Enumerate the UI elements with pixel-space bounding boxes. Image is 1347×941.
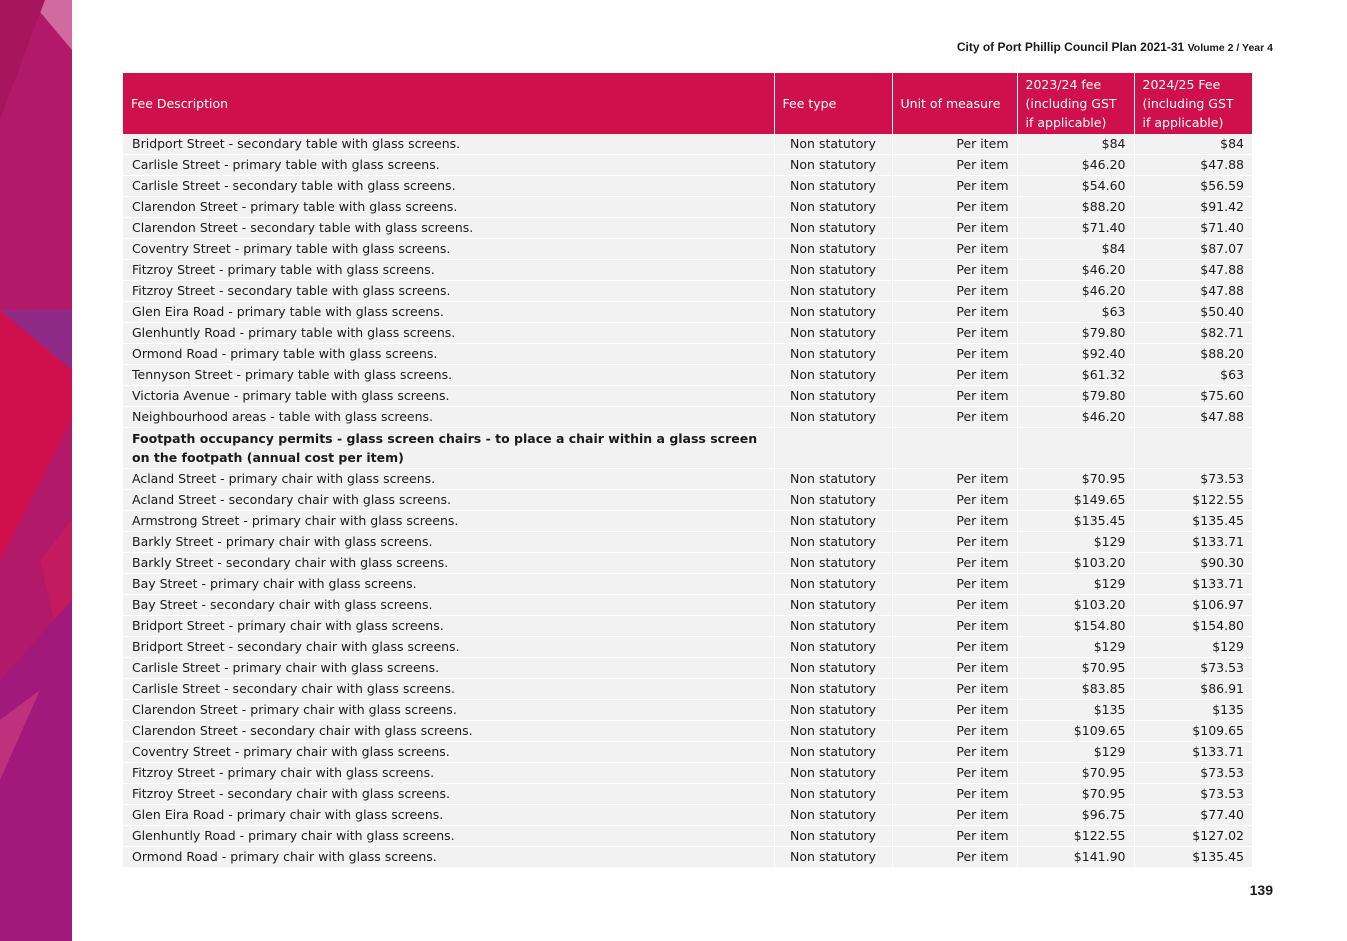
fee-type-cell: Non statutory <box>774 826 892 847</box>
table-row <box>123 176 1252 197</box>
fee-2024-25-cell: $135.45 <box>1134 511 1252 532</box>
fee-description-cell: Bay Street - secondary chair with glass screens. <box>123 595 774 616</box>
fee-type-cell: Non statutory <box>774 407 892 428</box>
unit-of-measure-cell: Per item <box>892 281 1017 302</box>
fee-type-cell: Non statutory <box>774 260 892 281</box>
column-header-fee-2023-24: 2023/24 fee (including GST if applicable) <box>1017 73 1134 134</box>
unit-of-measure-cell: Per item <box>892 595 1017 616</box>
fee-2024-25-cell: $56.59 <box>1134 176 1252 197</box>
fee-2024-25-cell: $135 <box>1134 700 1252 721</box>
fee-description-cell: Carlisle Street - primary chair with glass screens. <box>123 658 774 679</box>
fee-2024-25-cell: $129 <box>1134 637 1252 658</box>
fee-2023-24-cell: $135.45 <box>1017 511 1134 532</box>
empty-cell <box>1017 428 1134 469</box>
fee-description-cell: Carlisle Street - secondary chair with glass screens. <box>123 679 774 700</box>
fee-2024-25-cell: $73.53 <box>1134 763 1252 784</box>
fee-description-cell: Clarendon Street - secondary chair with glass screens. <box>123 721 774 742</box>
unit-of-measure-cell: Per item <box>892 574 1017 595</box>
fee-2023-24-cell: $46.20 <box>1017 407 1134 428</box>
unit-of-measure-cell: Per item <box>892 197 1017 218</box>
unit-of-measure-cell: Per item <box>892 826 1017 847</box>
fee-type-cell: Non statutory <box>774 574 892 595</box>
fee-description-cell: Clarendon Street - primary chair with glass screens. <box>123 700 774 721</box>
document-header <box>957 40 1273 54</box>
fee-type-cell: Non statutory <box>774 490 892 511</box>
table-row <box>123 574 1252 595</box>
fee-type-cell: Non statutory <box>774 721 892 742</box>
fee-2023-24-cell: $103.20 <box>1017 595 1134 616</box>
fee-type-cell: Non statutory <box>774 847 892 868</box>
table-row <box>123 847 1252 868</box>
table-row <box>123 616 1252 637</box>
unit-of-measure-cell: Per item <box>892 532 1017 553</box>
fee-type-cell: Non statutory <box>774 742 892 763</box>
table-row <box>123 595 1252 616</box>
fee-2024-25-cell: $122.55 <box>1134 490 1252 511</box>
fee-type-cell: Non statutory <box>774 784 892 805</box>
fee-2023-24-cell: $70.95 <box>1017 469 1134 490</box>
unit-of-measure-cell: Per item <box>892 784 1017 805</box>
unit-of-measure-cell: Per item <box>892 239 1017 260</box>
fee-type-cell: Non statutory <box>774 386 892 407</box>
table-row <box>123 239 1252 260</box>
decorative-side-band <box>0 0 72 941</box>
unit-of-measure-cell: Per item <box>892 742 1017 763</box>
fee-type-cell: Non statutory <box>774 763 892 784</box>
fee-type-cell: Non statutory <box>774 805 892 826</box>
table-row <box>123 218 1252 239</box>
fee-2023-24-cell: $83.85 <box>1017 679 1134 700</box>
fee-2023-24-cell: $70.95 <box>1017 784 1134 805</box>
fee-description-cell: Neighbourhood areas - table with glass screens. <box>123 407 774 428</box>
fee-2024-25-cell: $84 <box>1134 134 1252 155</box>
table-row <box>123 197 1252 218</box>
unit-of-measure-cell: Per item <box>892 365 1017 386</box>
unit-of-measure-cell: Per item <box>892 616 1017 637</box>
fee-type-cell: Non statutory <box>774 281 892 302</box>
fee-2024-25-cell: $133.71 <box>1134 574 1252 595</box>
fee-type-cell: Non statutory <box>774 469 892 490</box>
fee-type-cell: Non statutory <box>774 176 892 197</box>
fee-2024-25-cell: $47.88 <box>1134 155 1252 176</box>
fee-2024-25-cell: $63 <box>1134 365 1252 386</box>
fee-2023-24-cell: $46.20 <box>1017 260 1134 281</box>
table-row <box>123 365 1252 386</box>
fee-description-cell: Bridport Street - primary chair with glass screens. <box>123 616 774 637</box>
unit-of-measure-cell: Per item <box>892 553 1017 574</box>
table-row <box>123 323 1252 344</box>
fee-type-cell: Non statutory <box>774 532 892 553</box>
fee-description-cell: Victoria Avenue - primary table with glass screens. <box>123 386 774 407</box>
fee-type-cell: Non statutory <box>774 700 892 721</box>
unit-of-measure-cell: Per item <box>892 721 1017 742</box>
fee-type-cell: Non statutory <box>774 658 892 679</box>
fee-description-cell: Carlisle Street - secondary table with glass screens. <box>123 176 774 197</box>
table-row <box>123 532 1252 553</box>
fee-2024-25-cell: $127.02 <box>1134 826 1252 847</box>
fee-2024-25-cell: $71.40 <box>1134 218 1252 239</box>
fee-2024-25-cell: $73.53 <box>1134 784 1252 805</box>
table-row <box>123 386 1252 407</box>
fee-2023-24-cell: $122.55 <box>1017 826 1134 847</box>
fee-2023-24-cell: $96.75 <box>1017 805 1134 826</box>
fee-description-cell: Glenhuntly Road - primary chair with glass screens. <box>123 826 774 847</box>
fee-type-cell: Non statutory <box>774 302 892 323</box>
fee-description-cell: Fitzroy Street - secondary table with glass screens. <box>123 281 774 302</box>
fee-2023-24-cell: $92.40 <box>1017 344 1134 365</box>
fee-type-cell: Non statutory <box>774 155 892 176</box>
unit-of-measure-cell: Per item <box>892 176 1017 197</box>
fee-description-cell: Fitzroy Street - primary chair with glass screens. <box>123 763 774 784</box>
unit-of-measure-cell: Per item <box>892 260 1017 281</box>
fee-description-cell: Barkly Street - primary chair with glass screens. <box>123 532 774 553</box>
fee-description-cell: Clarendon Street - secondary table with glass screens. <box>123 218 774 239</box>
table-row <box>123 490 1252 511</box>
column-header-unit-of-measure: Unit of measure <box>892 73 1017 134</box>
empty-cell <box>892 428 1017 469</box>
table-row <box>123 553 1252 574</box>
fee-2023-24-cell: $46.20 <box>1017 155 1134 176</box>
fee-type-cell: Non statutory <box>774 595 892 616</box>
fee-type-cell: Non statutory <box>774 239 892 260</box>
fee-2023-24-cell: $63 <box>1017 302 1134 323</box>
unit-of-measure-cell: Per item <box>892 469 1017 490</box>
unit-of-measure-cell: Per item <box>892 700 1017 721</box>
column-header-fee-description: Fee Description <box>123 73 774 134</box>
empty-cell <box>1134 428 1252 469</box>
unit-of-measure-cell: Per item <box>892 763 1017 784</box>
fee-2023-24-cell: $70.95 <box>1017 658 1134 679</box>
fee-2023-24-cell: $109.65 <box>1017 721 1134 742</box>
table-row <box>123 826 1252 847</box>
fee-2023-24-cell: $70.95 <box>1017 763 1134 784</box>
fee-description-cell: Coventry Street - primary chair with glass screens. <box>123 742 774 763</box>
table-body <box>123 134 1252 868</box>
fee-2024-25-cell: $90.30 <box>1134 553 1252 574</box>
fee-2024-25-cell: $47.88 <box>1134 260 1252 281</box>
fee-2023-24-cell: $129 <box>1017 637 1134 658</box>
column-header-fee-2024-25: 2024/25 Fee (including GST if applicable) <box>1134 73 1252 134</box>
table-row <box>123 763 1252 784</box>
unit-of-measure-cell: Per item <box>892 218 1017 239</box>
page-number: 139 <box>1249 882 1273 898</box>
fee-description-cell: Acland Street - primary chair with glass screens. <box>123 469 774 490</box>
fee-2023-24-cell: $129 <box>1017 742 1134 763</box>
table-row <box>123 155 1252 176</box>
fee-type-cell: Non statutory <box>774 197 892 218</box>
fee-type-cell: Non statutory <box>774 511 892 532</box>
fee-2023-24-cell: $46.20 <box>1017 281 1134 302</box>
fee-2024-25-cell: $47.88 <box>1134 281 1252 302</box>
fee-2024-25-cell: $50.40 <box>1134 302 1252 323</box>
document-title: City of Port Phillip Council Plan 2021-31 <box>956 40 1185 54</box>
unit-of-measure-cell: Per item <box>892 805 1017 826</box>
table-row <box>123 511 1252 532</box>
table-row <box>123 281 1252 302</box>
fee-2024-25-cell: $91.42 <box>1134 197 1252 218</box>
table-row <box>123 344 1252 365</box>
fee-description-cell: Clarendon Street - primary table with glass screens. <box>123 197 774 218</box>
table-row <box>123 700 1252 721</box>
fee-table <box>123 73 1252 868</box>
fee-2024-25-cell: $86.91 <box>1134 679 1252 700</box>
fee-2023-24-cell: $103.20 <box>1017 553 1134 574</box>
fee-2024-25-cell: $47.88 <box>1134 407 1252 428</box>
table-row <box>123 469 1252 490</box>
fee-2023-24-cell: $141.90 <box>1017 847 1134 868</box>
fee-description-cell: Ormond Road - primary table with glass screens. <box>123 344 774 365</box>
table-row <box>123 742 1252 763</box>
fee-description-cell: Acland Street - secondary chair with glass screens. <box>123 490 774 511</box>
unit-of-measure-cell: Per item <box>892 490 1017 511</box>
unit-of-measure-cell: Per item <box>892 155 1017 176</box>
table-row <box>123 721 1252 742</box>
fee-2024-25-cell: $106.97 <box>1134 595 1252 616</box>
fee-2024-25-cell: $73.53 <box>1134 658 1252 679</box>
fee-2024-25-cell: $87.07 <box>1134 239 1252 260</box>
fee-2023-24-cell: $129 <box>1017 574 1134 595</box>
table-row <box>123 302 1252 323</box>
column-header-fee-type: Fee type <box>774 73 892 134</box>
unit-of-measure-cell: Per item <box>892 511 1017 532</box>
fee-2024-25-cell: $88.20 <box>1134 344 1252 365</box>
table-row <box>123 805 1252 826</box>
table-row <box>123 407 1252 428</box>
fee-description-cell: Bridport Street - secondary chair with glass screens. <box>123 637 774 658</box>
unit-of-measure-cell: Per item <box>892 386 1017 407</box>
table-row <box>123 784 1252 805</box>
fee-2023-24-cell: $135 <box>1017 700 1134 721</box>
fee-2024-25-cell: $77.40 <box>1134 805 1252 826</box>
fee-2023-24-cell: $71.40 <box>1017 218 1134 239</box>
table-row <box>123 260 1252 281</box>
fee-description-cell: Bay Street - primary chair with glass screens. <box>123 574 774 595</box>
unit-of-measure-cell: Per item <box>892 134 1017 155</box>
table-row <box>123 637 1252 658</box>
fee-type-cell: Non statutory <box>774 553 892 574</box>
fee-description-cell: Bridport Street - secondary table with glass screens. <box>123 134 774 155</box>
fee-2023-24-cell: $88.20 <box>1017 197 1134 218</box>
fee-2024-25-cell: $135.45 <box>1134 847 1252 868</box>
fee-2024-25-cell: $82.71 <box>1134 323 1252 344</box>
fee-2023-24-cell: $154.80 <box>1017 616 1134 637</box>
fee-2024-25-cell: $154.80 <box>1134 616 1252 637</box>
fee-description-cell: Fitzroy Street - primary table with glass screens. <box>123 260 774 281</box>
fee-type-cell: Non statutory <box>774 637 892 658</box>
fee-description-cell: Glen Eira Road - primary table with glass screens. <box>123 302 774 323</box>
fee-description-cell: Carlisle Street - primary table with glass screens. <box>123 155 774 176</box>
fee-2024-25-cell: $133.71 <box>1134 742 1252 763</box>
unit-of-measure-cell: Per item <box>892 344 1017 365</box>
fee-2023-24-cell: $54.60 <box>1017 176 1134 197</box>
fee-2023-24-cell: $61.32 <box>1017 365 1134 386</box>
document-volume: Volume 2 / Year 4 <box>1187 42 1273 54</box>
fee-description-cell: Armstrong Street - primary chair with glass screens. <box>123 511 774 532</box>
unit-of-measure-cell: Per item <box>892 302 1017 323</box>
table-row <box>123 134 1252 155</box>
fee-2024-25-cell: $73.53 <box>1134 469 1252 490</box>
table-header-row <box>123 73 1252 134</box>
fee-description-cell: Coventry Street - primary table with glass screens. <box>123 239 774 260</box>
fee-2024-25-cell: $133.71 <box>1134 532 1252 553</box>
fee-2023-24-cell: $79.80 <box>1017 386 1134 407</box>
fee-description-cell: Barkly Street - secondary chair with glass screens. <box>123 553 774 574</box>
fee-type-cell: Non statutory <box>774 344 892 365</box>
fee-type-cell: Non statutory <box>774 218 892 239</box>
table-row <box>123 658 1252 679</box>
side-band-graphic <box>0 0 72 941</box>
fee-2023-24-cell: $79.80 <box>1017 323 1134 344</box>
unit-of-measure-cell: Per item <box>892 679 1017 700</box>
section-heading: Footpath occupancy permits - glass screen chairs - to place a chair within a glass screen on the footpath (annual cost per item) <box>123 428 774 469</box>
fee-description-cell: Fitzroy Street - secondary chair with glass screens. <box>123 784 774 805</box>
fee-description-cell: Tennyson Street - primary table with glass screens. <box>123 365 774 386</box>
fee-2024-25-cell: $75.60 <box>1134 386 1252 407</box>
unit-of-measure-cell: Per item <box>892 323 1017 344</box>
unit-of-measure-cell: Per item <box>892 407 1017 428</box>
fee-2023-24-cell: $129 <box>1017 532 1134 553</box>
fee-type-cell: Non statutory <box>774 365 892 386</box>
fee-description-cell: Glenhuntly Road - primary table with glass screens. <box>123 323 774 344</box>
fee-2023-24-cell: $149.65 <box>1017 490 1134 511</box>
fee-description-cell: Glen Eira Road - primary chair with glass screens. <box>123 805 774 826</box>
fee-type-cell: Non statutory <box>774 323 892 344</box>
unit-of-measure-cell: Per item <box>892 847 1017 868</box>
fee-type-cell: Non statutory <box>774 679 892 700</box>
unit-of-measure-cell: Per item <box>892 637 1017 658</box>
fee-2023-24-cell: $84 <box>1017 134 1134 155</box>
table-section-row <box>123 428 1252 469</box>
fee-2024-25-cell: $109.65 <box>1134 721 1252 742</box>
empty-cell <box>774 428 892 469</box>
fee-type-cell: Non statutory <box>774 134 892 155</box>
fee-2023-24-cell: $84 <box>1017 239 1134 260</box>
table-row <box>123 679 1252 700</box>
fee-description-cell: Ormond Road - primary chair with glass screens. <box>123 847 774 868</box>
unit-of-measure-cell: Per item <box>892 658 1017 679</box>
fee-type-cell: Non statutory <box>774 616 892 637</box>
